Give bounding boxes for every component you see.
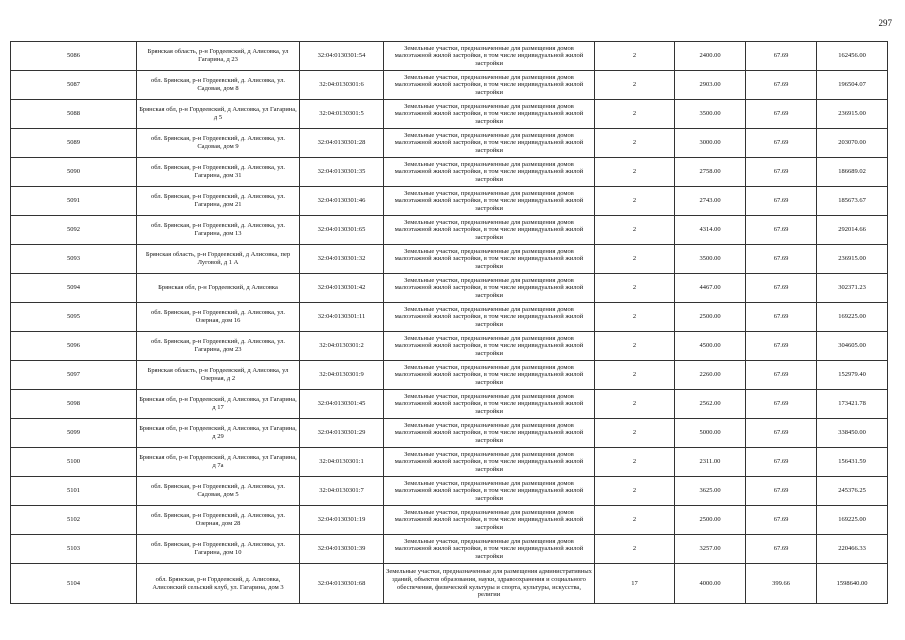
area-cell: 2500.00: [675, 303, 746, 332]
row-number-cell: 5099: [11, 419, 137, 448]
table-row: [11, 245, 888, 274]
use-group-cell: 2: [595, 361, 675, 390]
cadastral-number-cell: 32:04:0130301:6: [300, 71, 384, 100]
area-cell: 3625.00: [675, 477, 746, 506]
address-cell: обл. Брянская, р-н Гордеевский, д. Алисовка, ул. Садовая, дом 9: [137, 129, 300, 158]
land-use-cell: Земельные участки, предназначенные для размещения домов малоэтажной жилой застройки, в том числе индивидуальной жилой застройки: [384, 216, 595, 245]
specific-value-cell: 67.69: [746, 274, 817, 303]
row-number-cell: 5096: [11, 332, 137, 361]
use-group-cell: 2: [595, 42, 675, 71]
address-cell: Брянская область, р-н Гордеевский, д Алисовка, ул Озерная, д 2: [137, 361, 300, 390]
table-row: [11, 187, 888, 216]
row-number-cell: 5095: [11, 303, 137, 332]
use-group-cell: 2: [595, 303, 675, 332]
area-cell: 3500.00: [675, 245, 746, 274]
use-group-cell: 2: [595, 245, 675, 274]
specific-value-cell: 67.69: [746, 361, 817, 390]
cadastral-number-cell: 32:04:0130301:65: [300, 216, 384, 245]
cadastral-value-cell: 236915.00: [817, 245, 888, 274]
area-cell: 3257.00: [675, 535, 746, 564]
row-number-cell: 5098: [11, 390, 137, 419]
land-use-cell: Земельные участки, предназначенные для размещения домов малоэтажной жилой застройки, в том числе индивидуальной жилой застройки: [384, 332, 595, 361]
cadastral-value-cell: 220466.33: [817, 535, 888, 564]
use-group-cell: 2: [595, 129, 675, 158]
table-row: [11, 100, 888, 129]
cadastral-value-cell: 302371.23: [817, 274, 888, 303]
table-row: [11, 332, 888, 361]
cadastral-value-cell: 173421.78: [817, 390, 888, 419]
address-cell: Брянская область, р-н Гордеевский, д Алисовка, пер Луговой, д 1 А: [137, 245, 300, 274]
land-use-cell: Земельные участки, предназначенные для размещения домов малоэтажной жилой застройки, в том числе индивидуальной жилой застройки: [384, 187, 595, 216]
table-row: [11, 158, 888, 187]
cadastral-value-cell: 169225.00: [817, 303, 888, 332]
address-cell: Брянская обл, р-н Гордеевский, д Алисовка, ул Гагарина, д 29: [137, 419, 300, 448]
land-use-cell: Земельные участки, предназначенные для размещения домов малоэтажной жилой застройки, в том числе индивидуальной жилой застройки: [384, 535, 595, 564]
area-cell: 4500.00: [675, 332, 746, 361]
land-use-cell: Земельные участки, предназначенные для размещения домов малоэтажной жилой застройки, в том числе индивидуальной жилой застройки: [384, 100, 595, 129]
cadastral-value-cell: 245376.25: [817, 477, 888, 506]
table-row: [11, 303, 888, 332]
cadastral-number-cell: 32:04:0130301:39: [300, 535, 384, 564]
cadastral-value-cell: 338450.00: [817, 419, 888, 448]
area-cell: 2500.00: [675, 506, 746, 535]
cadastral-number-cell: 32:04:0130301:46: [300, 187, 384, 216]
area-cell: 2903.00: [675, 71, 746, 100]
table-row: [11, 216, 888, 245]
address-cell: обл. Брянская, р-н Гордеевский, д. Алисовка, ул. Гагарина, дом 13: [137, 216, 300, 245]
specific-value-cell: 67.69: [746, 245, 817, 274]
cadastral-value-cell: 292014.66: [817, 216, 888, 245]
row-number-cell: 5090: [11, 158, 137, 187]
cadastral-number-cell: 32:04:0130301:68: [300, 564, 384, 604]
row-number-cell: 5093: [11, 245, 137, 274]
specific-value-cell: 67.69: [746, 419, 817, 448]
use-group-cell: 2: [595, 274, 675, 303]
row-number-cell: 5088: [11, 100, 137, 129]
land-use-cell: Земельные участки, предназначенные для размещения домов малоэтажной жилой застройки, в том числе индивидуальной жилой застройки: [384, 303, 595, 332]
land-use-cell: Земельные участки, предназначенные для размещения домов малоэтажной жилой застройки, в том числе индивидуальной жилой застройки: [384, 477, 595, 506]
address-cell: обл. Брянская, р-н Гордеевский, д. Алисовка, ул. Озерная, дом 16: [137, 303, 300, 332]
table-row: [11, 390, 888, 419]
cadastral-value-cell: 203070.00: [817, 129, 888, 158]
cadastral-number-cell: 32:04:0130301:42: [300, 274, 384, 303]
row-number-cell: 5100: [11, 448, 137, 477]
land-use-cell: Земельные участки, предназначенные для размещения домов малоэтажной жилой застройки, в том числе индивидуальной жилой застройки: [384, 448, 595, 477]
use-group-cell: 2: [595, 390, 675, 419]
address-cell: обл. Брянская, р-н Гордеевский, д. Алисовка, ул. Озерная, дом 28: [137, 506, 300, 535]
row-number-cell: 5103: [11, 535, 137, 564]
cadastral-number-cell: 32:04:0130301:9: [300, 361, 384, 390]
cadastral-number-cell: 32:04:0130301:7: [300, 477, 384, 506]
specific-value-cell: 67.69: [746, 390, 817, 419]
use-group-cell: 2: [595, 419, 675, 448]
table-row: [11, 274, 888, 303]
address-cell: обл. Брянская, р-н Гордеевский, д. Алисовка, ул. Гагарина, дом 23: [137, 332, 300, 361]
row-number-cell: 5094: [11, 274, 137, 303]
land-use-cell: Земельные участки, предназначенные для размещения домов малоэтажной жилой застройки, в том числе индивидуальной жилой застройки: [384, 506, 595, 535]
cadastral-number-cell: 32:04:0130301:2: [300, 332, 384, 361]
use-group-cell: 2: [595, 477, 675, 506]
cadastral-value-cell: 186689.02: [817, 158, 888, 187]
row-number-cell: 5102: [11, 506, 137, 535]
area-cell: 4467.00: [675, 274, 746, 303]
table-row: [11, 361, 888, 390]
page-number: 297: [878, 18, 892, 28]
row-number-cell: 5101: [11, 477, 137, 506]
row-number-cell: 5089: [11, 129, 137, 158]
land-use-cell: Земельные участки, предназначенные для размещения домов малоэтажной жилой застройки, в том числе индивидуальной жилой застройки: [384, 419, 595, 448]
cadastral-value-cell: 196504.07: [817, 71, 888, 100]
address-cell: Брянская обл, р-н Гордеевский, д Алисовка, ул Гагарина, д 7а: [137, 448, 300, 477]
address-cell: обл. Брянская, р-н Гордеевский, д. Алисовка, ул. Садовая, дом 5: [137, 477, 300, 506]
table-row: [11, 564, 888, 604]
table-row: [11, 448, 888, 477]
row-number-cell: 5087: [11, 71, 137, 100]
address-cell: Брянская обл, р-н Гордеевский, д Алисовка: [137, 274, 300, 303]
cadastral-number-cell: 32:04:0130301:11: [300, 303, 384, 332]
address-cell: Брянская область, р-н Гордеевский, д Алисовка, ул Гагарина, д 23: [137, 42, 300, 71]
specific-value-cell: 67.69: [746, 158, 817, 187]
table-row: [11, 419, 888, 448]
land-use-cell: Земельные участки, предназначенные для размещения домов малоэтажной жилой застройки, в том числе индивидуальной жилой застройки: [384, 390, 595, 419]
use-group-cell: 2: [595, 332, 675, 361]
land-use-cell: Земельные участки, предназначенные для размещения домов малоэтажной жилой застройки, в том числе индивидуальной жилой застройки: [384, 42, 595, 71]
use-group-cell: 2: [595, 448, 675, 477]
cadastral-number-cell: 32:04:0130301:32: [300, 245, 384, 274]
cadastral-number-cell: 32:04:0130301:54: [300, 42, 384, 71]
cadastral-number-cell: 32:04:0130301:1: [300, 448, 384, 477]
use-group-cell: 2: [595, 535, 675, 564]
specific-value-cell: 67.69: [746, 129, 817, 158]
cadastral-value-cell: 304605.00: [817, 332, 888, 361]
use-group-cell: 2: [595, 100, 675, 129]
address-cell: обл. Брянская, р-н Гордеевский, д. Алисовка, ул. Садовая, дом 8: [137, 71, 300, 100]
cadastral-value-cell: 185673.67: [817, 187, 888, 216]
land-use-cell: Земельные участки, предназначенные для размещения административных зданий, объектов образования, науки, здравоохранения и социального обеспечения, физической культуры и спорта, культуры, искусства, религии: [384, 564, 595, 604]
table-row: [11, 42, 888, 71]
specific-value-cell: 67.69: [746, 448, 817, 477]
cadastral-value-table: [10, 41, 888, 604]
row-number-cell: 5086: [11, 42, 137, 71]
address-cell: обл. Брянская, р-н Гордеевский, д. Алисовка, Алисовский сельский клуб, ул. Гагарина, дом 3: [137, 564, 300, 604]
table-row: [11, 506, 888, 535]
cadastral-value-cell: 169225.00: [817, 506, 888, 535]
row-number-cell: 5091: [11, 187, 137, 216]
cadastral-number-cell: 32:04:0130301:28: [300, 129, 384, 158]
land-use-cell: Земельные участки, предназначенные для размещения домов малоэтажной жилой застройки, в том числе индивидуальной жилой застройки: [384, 71, 595, 100]
cadastral-value-cell: 152979.40: [817, 361, 888, 390]
specific-value-cell: 67.69: [746, 506, 817, 535]
row-number-cell: 5092: [11, 216, 137, 245]
row-number-cell: 5097: [11, 361, 137, 390]
address-cell: Брянская обл, р-н Гордеевский, д Алисовка, ул Гагарина, д 17: [137, 390, 300, 419]
cadastral-value-cell: 162456.00: [817, 42, 888, 71]
area-cell: 2311.00: [675, 448, 746, 477]
cadastral-value-cell: 1598640.00: [817, 564, 888, 604]
land-use-cell: Земельные участки, предназначенные для размещения домов малоэтажной жилой застройки, в том числе индивидуальной жилой застройки: [384, 361, 595, 390]
use-group-cell: 2: [595, 506, 675, 535]
use-group-cell: 2: [595, 187, 675, 216]
specific-value-cell: 67.69: [746, 332, 817, 361]
cadastral-value-cell: 156431.59: [817, 448, 888, 477]
address-cell: обл. Брянская, р-н Гордеевский, д. Алисовка, ул. Гагарина, дом 10: [137, 535, 300, 564]
area-cell: 4314.00: [675, 216, 746, 245]
land-use-cell: Земельные участки, предназначенные для размещения домов малоэтажной жилой застройки, в том числе индивидуальной жилой застройки: [384, 158, 595, 187]
specific-value-cell: 67.69: [746, 42, 817, 71]
area-cell: 2260.00: [675, 361, 746, 390]
specific-value-cell: 67.69: [746, 100, 817, 129]
cadastral-number-cell: 32:04:0130301:5: [300, 100, 384, 129]
cadastral-number-cell: 32:04:0130301:29: [300, 419, 384, 448]
table-body: [11, 42, 888, 604]
area-cell: 2400.00: [675, 42, 746, 71]
area-cell: 2743.00: [675, 187, 746, 216]
row-number-cell: 5104: [11, 564, 137, 604]
area-cell: 3500.00: [675, 100, 746, 129]
use-group-cell: 2: [595, 216, 675, 245]
land-use-cell: Земельные участки, предназначенные для размещения домов малоэтажной жилой застройки, в том числе индивидуальной жилой застройки: [384, 245, 595, 274]
area-cell: 2562.00: [675, 390, 746, 419]
land-use-cell: Земельные участки, предназначенные для размещения домов малоэтажной жилой застройки, в том числе индивидуальной жилой застройки: [384, 129, 595, 158]
use-group-cell: 2: [595, 71, 675, 100]
specific-value-cell: 67.69: [746, 71, 817, 100]
specific-value-cell: 67.69: [746, 477, 817, 506]
table-row: [11, 477, 888, 506]
use-group-cell: 17: [595, 564, 675, 604]
cadastral-number-cell: 32:04:0130301:35: [300, 158, 384, 187]
cadastral-number-cell: 32:04:0130301:45: [300, 390, 384, 419]
specific-value-cell: 67.69: [746, 303, 817, 332]
table-row: [11, 71, 888, 100]
area-cell: 2758.00: [675, 158, 746, 187]
specific-value-cell: 67.69: [746, 535, 817, 564]
address-cell: обл. Брянская, р-н Гордеевский, д. Алисовка, ул. Гагарина, дом 21: [137, 187, 300, 216]
address-cell: Брянская обл, р-н Гордеевский, д Алисовка, ул Гагарина, д 5: [137, 100, 300, 129]
table-row: [11, 129, 888, 158]
specific-value-cell: 399.66: [746, 564, 817, 604]
table-row: [11, 535, 888, 564]
specific-value-cell: 67.69: [746, 187, 817, 216]
area-cell: 3000.00: [675, 129, 746, 158]
cadastral-number-cell: 32:04:0130301:19: [300, 506, 384, 535]
land-use-cell: Земельные участки, предназначенные для размещения домов малоэтажной жилой застройки, в том числе индивидуальной жилой застройки: [384, 274, 595, 303]
address-cell: обл. Брянская, р-н Гордеевский, д. Алисовка, ул. Гагарина, дом 31: [137, 158, 300, 187]
cadastral-value-cell: 236915.00: [817, 100, 888, 129]
specific-value-cell: 67.69: [746, 216, 817, 245]
area-cell: 5000.00: [675, 419, 746, 448]
use-group-cell: 2: [595, 158, 675, 187]
area-cell: 4000.00: [675, 564, 746, 604]
